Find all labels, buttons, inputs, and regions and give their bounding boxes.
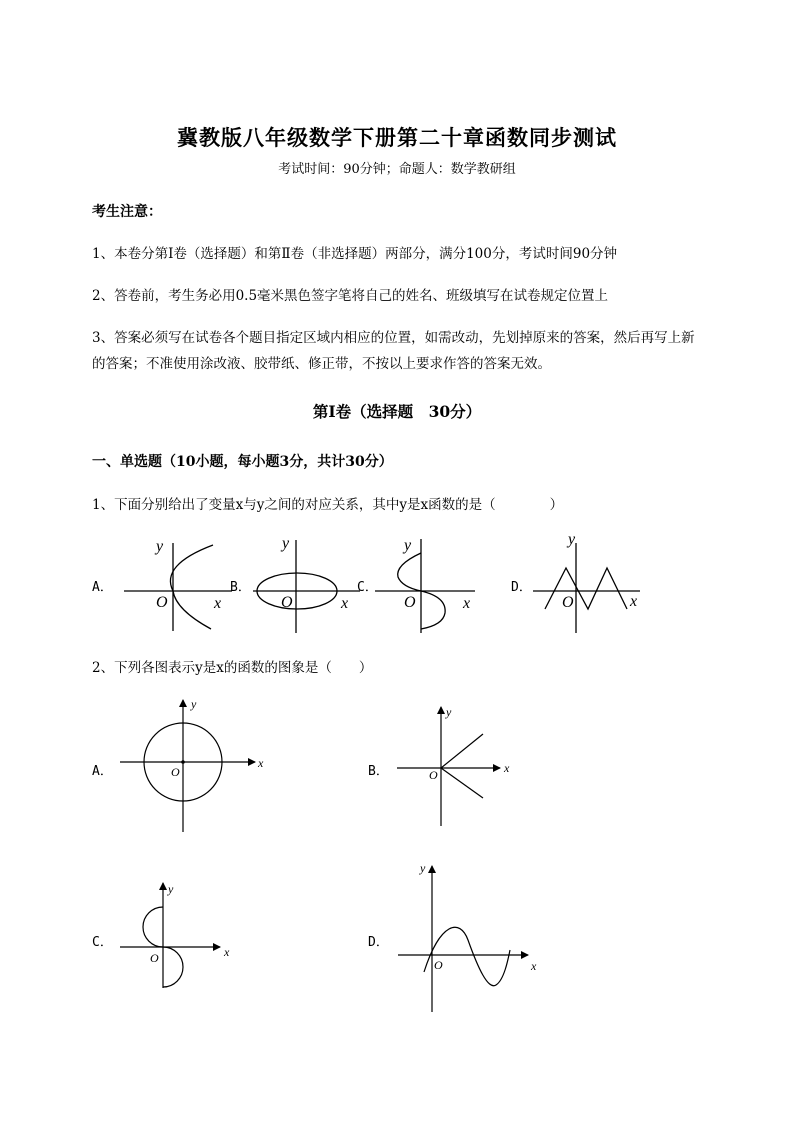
- q1b-x-label: x: [341, 595, 349, 612]
- q1a-x-label: x: [214, 595, 222, 612]
- q2-option-b-label: B．: [368, 764, 389, 779]
- q1d-x-label: x: [630, 593, 638, 610]
- q1a-y-label: y: [156, 538, 164, 555]
- q2-graph-b: [397, 705, 510, 826]
- q2c-x-label: x: [224, 945, 230, 959]
- question-2-stem: 2、下列各图表示y是x的函数的图象是（ ）: [92, 660, 373, 676]
- q1a-curve: [170, 545, 213, 629]
- q1b-origin-label: O: [281, 594, 293, 611]
- q2-option-a-label: A．: [92, 764, 113, 779]
- exam-subtitle: 考试时间：90分钟；命题人：数学教研组: [278, 162, 516, 177]
- q2c-y-label: y: [168, 882, 174, 896]
- notice-item-3-cont: 的答案；不准使用涂改液、胶带纸、修正带，不按以上要求作答的答案无效。: [92, 356, 551, 372]
- q1c-y-label: y: [404, 537, 412, 554]
- q1d-zigzag: [545, 568, 627, 609]
- q2c-upper-semicircle: [143, 907, 163, 947]
- notice-item-3: 3、答案必须写在试卷各个题目指定区域内相应的位置，如需改动，先划掉原来的答案，然后再写上新: [92, 330, 695, 346]
- q2-graph-a: [120, 697, 264, 832]
- q2a-origin-dot: [181, 760, 185, 764]
- q2-option-d-label: D．: [368, 935, 389, 950]
- page-title: 冀教版八年级数学下册第二十章函数同步测试: [177, 125, 617, 150]
- notice-item-1: 1、本卷分第I卷（选择题）和第Ⅱ卷（非选择题）两部分，满分100分，考试时间90分钟: [92, 246, 618, 262]
- q2b-y-label: y: [446, 705, 452, 719]
- q2-graphs: [0, 690, 794, 1030]
- q2c-origin-label: O: [150, 951, 159, 965]
- q1c-origin-label: O: [404, 594, 416, 611]
- q2-graph-d: [398, 861, 537, 1012]
- q2d-origin-label: O: [434, 958, 443, 972]
- q2d-x-label: x: [531, 959, 537, 973]
- q1c-x-label: x: [463, 595, 471, 612]
- q2-graph-c: [120, 882, 230, 988]
- q1-graph-b: [253, 535, 360, 633]
- q1-graph-a: [124, 538, 232, 631]
- q1b-y-label: y: [282, 535, 290, 552]
- q1a-origin-label: O: [156, 594, 168, 611]
- q2d-sine-curve: [424, 927, 510, 985]
- q1-graph-c: [375, 537, 475, 633]
- notice-item-2: 2、答卷前，考生务必用0.5毫米黑色签字笔将自己的姓名、班级填写在试卷规定位置上: [92, 288, 609, 304]
- q2-option-c-label: C．: [92, 935, 113, 950]
- question-1-stem: 1、下面分别给出了变量x与y之间的对应关系，其中y是x函数的是（ ）: [92, 497, 564, 513]
- q2b-ray-up: [441, 734, 483, 768]
- q2b-ray-down: [441, 768, 483, 798]
- q2d-y-label: y: [420, 861, 426, 875]
- q1-option-c-label: C．: [357, 580, 378, 595]
- q2b-origin-label: O: [429, 768, 438, 782]
- q1d-origin-label: O: [562, 594, 574, 611]
- q2b-x-label: x: [504, 761, 510, 775]
- q2a-x-label: x: [258, 756, 264, 770]
- part-heading: 一、单选题（10小题，每小题3分，共计30分）: [92, 454, 393, 470]
- q1-option-a-label: A．: [92, 580, 113, 595]
- q1-option-d-label: D．: [511, 580, 532, 595]
- section-title: 第I卷（选择题 30分）: [312, 402, 482, 421]
- q1d-y-label: y: [568, 531, 576, 548]
- q2c-lower-semicircle: [163, 947, 183, 987]
- notice-heading: 考生注意：: [92, 204, 162, 220]
- q1-graphs: [0, 525, 794, 635]
- q1-option-b-label: B．: [230, 580, 251, 595]
- q2a-y-label: y: [191, 697, 197, 711]
- q1-graph-d: [533, 531, 640, 633]
- q2a-origin-label: O: [171, 765, 180, 779]
